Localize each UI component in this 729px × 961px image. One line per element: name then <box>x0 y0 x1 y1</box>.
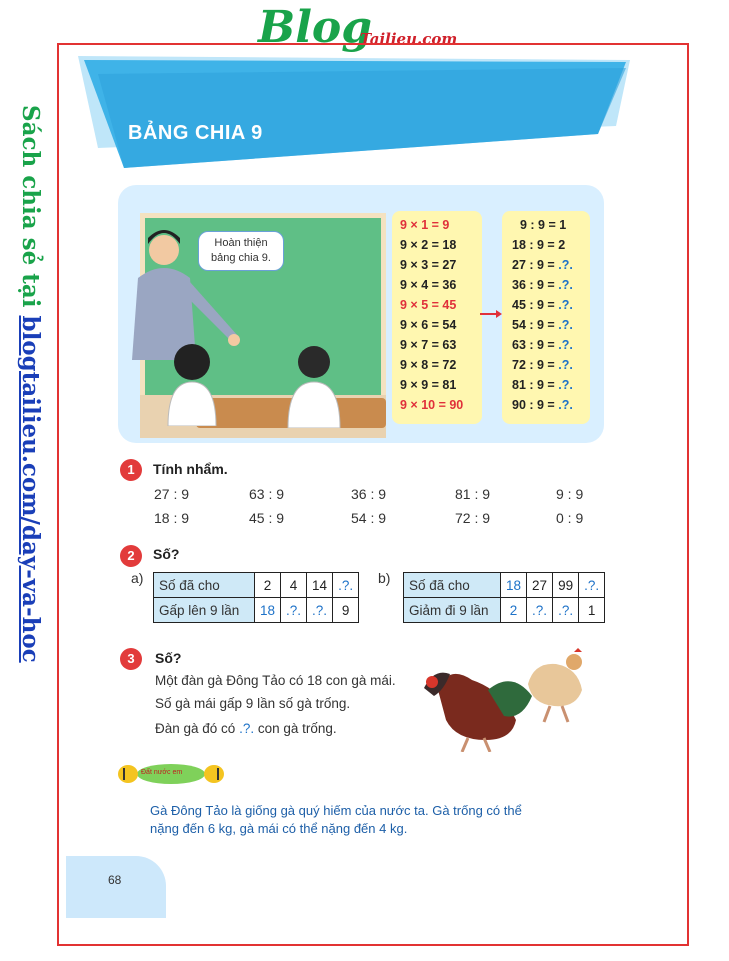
arrow-right-icon <box>480 309 502 319</box>
ex1-item: 54 : 9 <box>351 510 387 526</box>
division-card <box>502 211 590 424</box>
part-a-label: a) <box>131 570 144 586</box>
ex1-item: 81 : 9 <box>455 486 491 502</box>
site-domain: Tailieu.com <box>360 30 458 48</box>
part-b-label: b) <box>378 570 391 586</box>
mult-row: 9 × 5 = 45 <box>400 298 457 312</box>
div-row: 27 : 9 = .?. <box>512 258 573 272</box>
table-b-label: Giảm đi 9 lần <box>404 598 501 623</box>
ex3-line: Một đàn gà Đông Tảo có 18 con gà mái. <box>155 673 396 688</box>
student-girl-figure <box>160 340 224 426</box>
table-cell: .?. <box>333 573 359 598</box>
ex1-item: 0 : 9 <box>556 510 584 526</box>
exercise-2-title: Số? <box>153 546 180 562</box>
table-row <box>154 598 359 623</box>
fact-text <box>150 802 522 838</box>
table-cell: .?. <box>307 598 333 623</box>
div-row: 36 : 9 = .?. <box>512 278 573 292</box>
div-row: 63 : 9 = .?. <box>512 338 573 352</box>
mult-row: 9 × 8 = 72 <box>400 358 457 372</box>
bubble-line-2: bảng chia 9. <box>211 252 271 264</box>
mult-row: 9 × 10 = 90 <box>400 398 464 412</box>
mult-row: 9 × 3 = 27 <box>400 258 457 272</box>
ex3-line: Số gà mái gấp 9 lần số gà trống. <box>155 696 351 711</box>
ex1-item: 45 : 9 <box>249 510 285 526</box>
mult-row: 9 × 1 = 9 <box>400 218 450 232</box>
hen-illustration <box>520 648 590 724</box>
side-note <box>0 105 56 725</box>
speech-bubble <box>198 231 284 271</box>
table-cell: .?. <box>553 598 579 623</box>
table-cell: 14 <box>307 573 333 598</box>
table-a-label: Gấp lên 9 lần <box>154 598 255 623</box>
table-row <box>404 573 605 598</box>
div-row: 45 : 9 = .?. <box>512 298 573 312</box>
exercise-3-badge: 3 <box>120 648 142 670</box>
table-row <box>154 573 359 598</box>
div-row: 81 : 9 = .?. <box>512 378 573 392</box>
ex1-item: 63 : 9 <box>249 486 285 502</box>
ex1-item: 9 : 9 <box>556 486 584 502</box>
mult-row: 9 × 6 = 54 <box>400 318 457 332</box>
side-note-link[interactable]: blogtailieu.com/day-va-hoc <box>17 315 44 663</box>
ex3-text <box>155 671 396 739</box>
mult-row: 9 × 4 = 36 <box>400 278 457 292</box>
ex1-item: 36 : 9 <box>351 486 387 502</box>
page-number: 68 <box>108 873 122 887</box>
table-cell: 2 <box>501 598 527 623</box>
mult-row: 9 × 9 = 81 <box>400 378 457 392</box>
table-cell: .?. <box>527 598 553 623</box>
exercise-1-title: Tính nhẩm. <box>153 461 228 477</box>
bubble-line-1: Hoàn thiện <box>214 237 268 249</box>
multiplication-card <box>392 211 482 424</box>
table-a-label: Số đã cho <box>154 573 255 598</box>
div-row: 72 : 9 = .?. <box>512 358 573 372</box>
table-cell: 2 <box>255 573 281 598</box>
student-boy-figure <box>282 342 346 428</box>
div-row: 9 : 9 = 1 <box>520 218 567 232</box>
table-cell: 99 <box>553 573 579 598</box>
table-a <box>153 572 359 623</box>
ex1-item: 72 : 9 <box>455 510 491 526</box>
exercise-1-badge: 1 <box>120 459 142 481</box>
div-row: 90 : 9 = .?. <box>512 398 573 412</box>
fact-badge-label: Đất nước em <box>141 769 183 776</box>
exercise-3-title: Số? <box>155 650 182 666</box>
table-cell: 4 <box>281 573 307 598</box>
ex1-item: 18 : 9 <box>154 510 190 526</box>
title-banner <box>78 56 630 176</box>
page-corner <box>66 856 166 918</box>
site-brand: Blog <box>258 2 373 53</box>
mult-row: 9 × 7 = 63 <box>400 338 457 352</box>
table-b <box>403 572 605 623</box>
table-row <box>404 598 605 623</box>
table-b-label: Số đã cho <box>404 573 501 598</box>
table-cell: 18 <box>501 573 527 598</box>
exercise-2-badge: 2 <box>120 545 142 567</box>
table-cell: 1 <box>579 598 605 623</box>
lesson-title: BẢNG CHIA 9 <box>128 122 263 144</box>
div-row: 18 : 9 = 2 <box>512 238 566 252</box>
fact-line: nặng đến 6 kg, gà mái có thể nặng đến 4 kg. <box>150 821 408 836</box>
table-cell: 27 <box>527 573 553 598</box>
table-cell: .?. <box>281 598 307 623</box>
table-cell: 18 <box>255 598 281 623</box>
table-cell: .?. <box>579 573 605 598</box>
ex3-question: Đàn gà đó có .?. con gà trống. <box>155 721 337 736</box>
div-row: 54 : 9 = .?. <box>512 318 573 332</box>
mult-row: 9 × 2 = 18 <box>400 238 457 252</box>
side-note-prefix: Sách chia sẻ tại <box>17 105 44 316</box>
table-cell: 9 <box>333 598 359 623</box>
ex1-item: 27 : 9 <box>154 486 190 502</box>
fact-line: Gà Đông Tảo là giống gà quý hiếm của nước ta. Gà trống có thể <box>150 803 522 818</box>
